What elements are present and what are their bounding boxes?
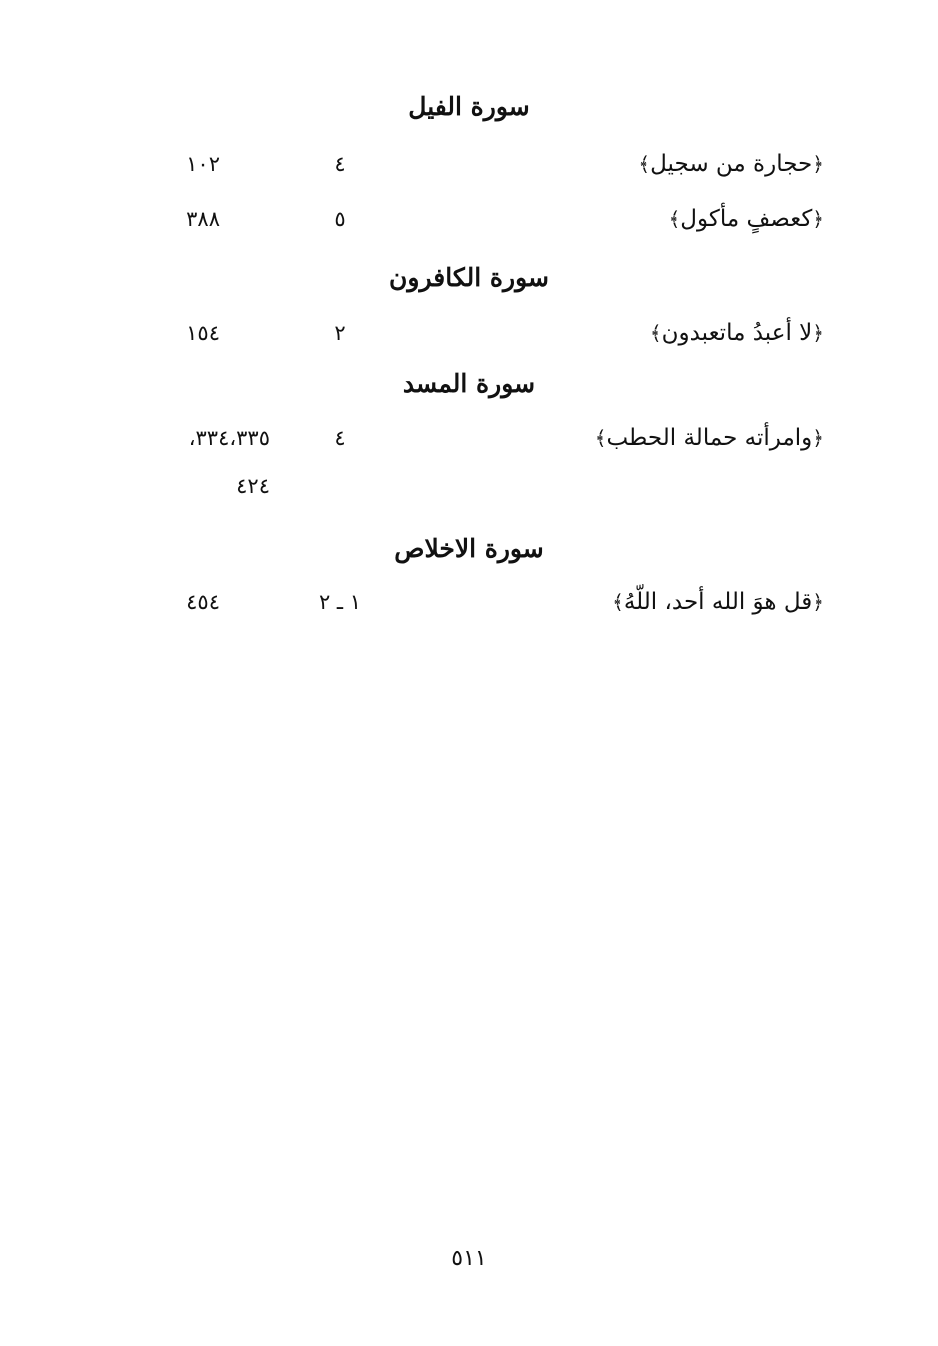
surah-title-al-fil: سورة الفيل — [408, 92, 530, 121]
page-references: ٣٣٤،٣٣٥، — [188, 426, 270, 450]
verse-row-continued — [0, 466, 938, 506]
verse-text — [612, 582, 824, 622]
open-bracket: ﴿ — [812, 590, 824, 614]
open-bracket: ﴿ — [812, 321, 824, 345]
verse-quote: كعصفٍ مأكول — [680, 206, 813, 232]
verse-quote: قل هوَ الله أحد، اللّهُ — [623, 589, 813, 615]
close-bracket: ﴾ — [668, 207, 681, 231]
page-references: ١٥٤ — [186, 321, 220, 345]
verse-quote: وامرأته حمالة الحطب — [606, 425, 813, 451]
page-references-continued: ٤٢٤ — [236, 474, 270, 498]
open-bracket: ﴿ — [812, 426, 824, 450]
page-references: ٤٥٤ — [186, 590, 220, 614]
open-bracket: ﴿ — [812, 152, 824, 176]
open-bracket: ﴿ — [812, 207, 824, 231]
verse-text — [638, 144, 824, 184]
verse-quote: لا أعبدُ ماتعبدون — [661, 320, 813, 346]
ayah-number: ٤ — [334, 152, 346, 176]
verse-row — [0, 199, 938, 239]
surah-title-al-kafirun: سورة الكافرون — [389, 263, 549, 292]
verse-row — [0, 582, 938, 622]
verse-text — [595, 418, 824, 458]
verse-row — [0, 418, 938, 458]
close-bracket: ﴾ — [649, 321, 662, 345]
surah-title-al-ikhlas: سورة الاخلاص — [394, 534, 544, 563]
close-bracket: ﴾ — [612, 590, 624, 614]
verse-quote: حجارة من سجيل — [650, 151, 813, 177]
close-bracket: ﴾ — [594, 426, 607, 450]
verse-text — [669, 199, 824, 239]
page-references: ٣٨٨ — [186, 207, 220, 231]
ayah-number: ٥ — [334, 207, 346, 231]
page-number: ٥١١ — [451, 1246, 487, 1271]
ayah-number: ٢ — [334, 321, 346, 345]
ayah-number: ٤ — [334, 426, 346, 450]
close-bracket: ﴾ — [638, 152, 651, 176]
verse-row — [0, 144, 938, 184]
verse-row — [0, 313, 938, 353]
page-references: ١٠٢ — [186, 152, 220, 176]
surah-title-al-masad: سورة المسد — [402, 369, 536, 398]
ayah-number: ١ ـ ٢ — [318, 590, 362, 614]
verse-text — [650, 313, 824, 353]
